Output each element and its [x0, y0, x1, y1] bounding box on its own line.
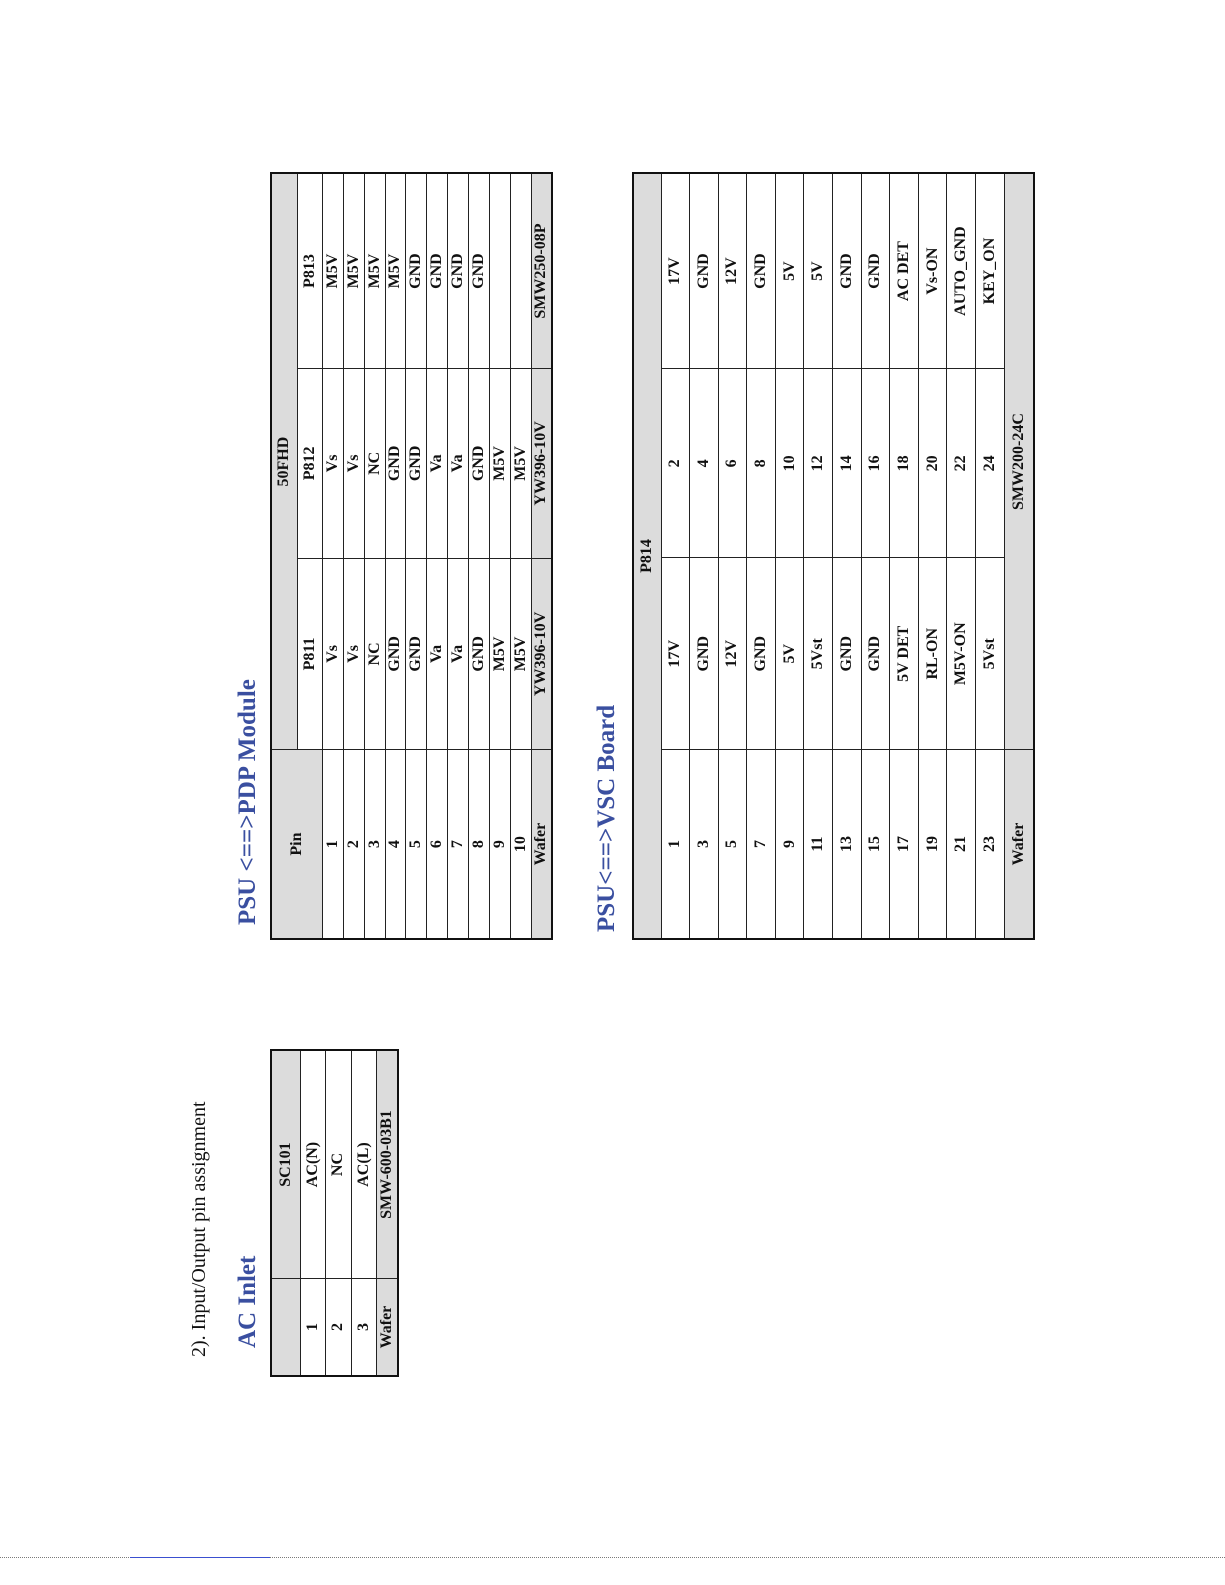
- vsc-cell-a: 13: [833, 750, 862, 939]
- pdp-cell-p813: M5V: [322, 173, 343, 369]
- vsc-cell-a: 1: [661, 750, 690, 939]
- pdp-cell-p813: [489, 173, 510, 369]
- vsc-cell-c: 18: [890, 369, 919, 558]
- pdp-cell-p812: M5V: [510, 369, 531, 559]
- pdp-cell-pin: 5: [405, 750, 426, 939]
- ac-inlet-value: AC(N): [300, 1050, 325, 1279]
- vsc-wafer: SMW200-24C: [1004, 173, 1034, 750]
- vsc-cell-c: 2: [661, 369, 690, 558]
- table-row: [489, 173, 510, 939]
- vsc-cell-b: RL-ON: [918, 558, 947, 750]
- vsc-cell-d: GND: [833, 173, 862, 369]
- vsc-cell-b: 5Vst: [976, 558, 1005, 750]
- pdp-cell-p811: Va: [426, 558, 447, 750]
- vsc-cell-b: 5V DET: [890, 558, 919, 750]
- pdp-cell-p812: M5V: [489, 369, 510, 559]
- pdp-connector-p812: P812: [297, 369, 322, 559]
- ac-inlet-header: SC101: [271, 1050, 300, 1279]
- vsc-cell-d: 5V: [804, 173, 833, 369]
- pdp-cell-pin: 6: [426, 750, 447, 939]
- pdp-cell-p812: GND: [385, 369, 405, 559]
- ac-inlet-pin: 1: [300, 1279, 325, 1376]
- vsc-cell-c: 14: [833, 369, 862, 558]
- pdp-connector-p813: P813: [297, 173, 322, 369]
- vsc-cell-d: GND: [747, 173, 776, 369]
- ac-inlet-pin: 3: [351, 1279, 376, 1376]
- ac-inlet-table: [270, 1049, 399, 1377]
- pdp-cell-p812: Va: [426, 369, 447, 559]
- pdp-cell-p813: M5V: [385, 173, 405, 369]
- table-row: [947, 173, 976, 939]
- table-row: [447, 173, 468, 939]
- pdp-cell-p811: NC: [364, 558, 385, 750]
- pdp-cell-p813: GND: [447, 173, 468, 369]
- pdp-cell-pin: 8: [468, 750, 489, 939]
- vsc-cell-b: 5Vst: [804, 558, 833, 750]
- pdp-wafer-label: Wafer: [531, 750, 552, 939]
- table-row: [976, 173, 1005, 939]
- vsc-cell-c: 24: [976, 369, 1005, 558]
- pdp-cell-p811: GND: [385, 558, 405, 750]
- pdp-cell-p813: M5V: [364, 173, 385, 369]
- vsc-cell-a: 9: [775, 750, 804, 939]
- vsc-cell-b: M5V-ON: [947, 558, 976, 750]
- vsc-table-wrap: [632, 172, 1035, 940]
- vsc-cell-b: GND: [690, 558, 719, 750]
- pdp-cell-p811: GND: [405, 558, 426, 750]
- pdp-cell-pin: 9: [489, 750, 510, 939]
- pdp-module-table: [270, 172, 553, 940]
- table-row: [468, 173, 489, 939]
- vsc-wafer-label: Wafer: [1004, 750, 1034, 939]
- vsc-connector-header: P814: [633, 173, 661, 939]
- vsc-cell-b: GND: [861, 558, 890, 750]
- vsc-cell-d: GND: [690, 173, 719, 369]
- vsc-cell-c: 8: [747, 369, 776, 558]
- vsc-cell-b: 17V: [661, 558, 690, 750]
- pdp-cell-p811: M5V: [489, 558, 510, 750]
- ac-inlet-wafer-label: Wafer: [376, 1279, 398, 1376]
- pdp-cell-pin: 7: [447, 750, 468, 939]
- footer-link-underline: [130, 1557, 270, 1558]
- ac-inlet-corner-cell: [271, 1279, 300, 1376]
- table-row: [364, 173, 385, 939]
- vsc-cell-c: 16: [861, 369, 890, 558]
- vsc-cell-c: 10: [775, 369, 804, 558]
- pdp-cell-pin: 3: [364, 750, 385, 939]
- table-row: [385, 173, 405, 939]
- vsc-cell-d: 5V: [775, 173, 804, 369]
- pdp-cell-p813: GND: [405, 173, 426, 369]
- pdp-cell-p812: NC: [364, 369, 385, 559]
- vsc-cell-c: 6: [718, 369, 747, 558]
- table-row: [322, 173, 343, 939]
- pdp-cell-p813: GND: [468, 173, 489, 369]
- ac-inlet-title: AC Inlet: [234, 1255, 261, 1348]
- vsc-cell-a: 23: [976, 750, 1005, 939]
- table-row: [775, 173, 804, 939]
- pdp-cell-p812: GND: [405, 369, 426, 559]
- vsc-cell-b: GND: [747, 558, 776, 750]
- table-row: [804, 173, 833, 939]
- vsc-cell-d: 12V: [718, 173, 747, 369]
- pdp-cell-p812: Va: [447, 369, 468, 559]
- table-row: [890, 173, 919, 939]
- pdp-cell-p811: Vs: [322, 558, 343, 750]
- table-row: [718, 173, 747, 939]
- table-row: [747, 173, 776, 939]
- ac-inlet-value: AC(L): [351, 1050, 376, 1279]
- table-row: [918, 173, 947, 939]
- table-row: [426, 173, 447, 939]
- pdp-wafer-p813: SMW250-08P: [531, 173, 552, 369]
- vsc-cell-b: 12V: [718, 558, 747, 750]
- vsc-cell-d: Vs-ON: [918, 173, 947, 369]
- pdp-wafer-p811: YW396-10V: [531, 558, 552, 750]
- table-row: [833, 173, 862, 939]
- vsc-cell-d: AC DET: [890, 173, 919, 369]
- pdp-cell-p812: GND: [468, 369, 489, 559]
- table-row: [861, 173, 890, 939]
- vsc-cell-a: 5: [718, 750, 747, 939]
- vsc-cell-a: 15: [861, 750, 890, 939]
- pdp-cell-p811: Vs: [343, 558, 364, 750]
- pdp-cell-pin: 10: [510, 750, 531, 939]
- ac-inlet-pin: 2: [325, 1279, 351, 1376]
- pdp-wafer-p812: YW396-10V: [531, 369, 552, 559]
- pdp-cell-pin: 2: [343, 750, 364, 939]
- vsc-board-title: PSU<==>VSC Board: [593, 704, 620, 932]
- table-row: [661, 173, 690, 939]
- vsc-cell-b: GND: [833, 558, 862, 750]
- pdp-cell-p812: Vs: [322, 369, 343, 559]
- vsc-cell-b: 5V: [775, 558, 804, 750]
- pdp-connector-p811: P811: [297, 558, 322, 750]
- pdp-cell-p811: M5V: [510, 558, 531, 750]
- section-caption: 2). Input/Output pin assignment: [188, 1101, 210, 1357]
- vsc-cell-c: 20: [918, 369, 947, 558]
- pdp-cell-pin: 1: [322, 750, 343, 939]
- pdp-cell-p811: Va: [447, 558, 468, 750]
- vsc-cell-a: 7: [747, 750, 776, 939]
- vsc-cell-a: 17: [890, 750, 919, 939]
- pdp-cell-p812: Vs: [343, 369, 364, 559]
- ac-inlet-table-wrap: [270, 1049, 399, 1377]
- pdp-module-title: PSU <==>PDP Module: [234, 679, 261, 925]
- vsc-board-table: [632, 172, 1035, 940]
- vsc-cell-a: 19: [918, 750, 947, 939]
- vsc-cell-d: KEY_ON: [976, 173, 1005, 369]
- vsc-cell-d: 17V: [661, 173, 690, 369]
- vsc-cell-c: 12: [804, 369, 833, 558]
- pdp-cell-p813: M5V: [343, 173, 364, 369]
- pdp-cell-pin: 4: [385, 750, 405, 939]
- table-row: [510, 173, 531, 939]
- vsc-cell-d: GND: [861, 173, 890, 369]
- pdp-model-header: 50FHD: [271, 173, 297, 750]
- pdp-table-wrap: [270, 172, 553, 940]
- ac-inlet-value: NC: [325, 1050, 351, 1279]
- table-row: [343, 173, 364, 939]
- table-row: [690, 173, 719, 939]
- vsc-cell-d: AUTO_GND: [947, 173, 976, 369]
- vsc-cell-a: 3: [690, 750, 719, 939]
- vsc-cell-a: 11: [804, 750, 833, 939]
- ac-inlet-wafer: SMW-600-03B1: [376, 1050, 398, 1279]
- vsc-cell-a: 21: [947, 750, 976, 939]
- vsc-cell-c: 4: [690, 369, 719, 558]
- pdp-cell-p813: [510, 173, 531, 369]
- pdp-cell-p811: GND: [468, 558, 489, 750]
- vsc-cell-c: 22: [947, 369, 976, 558]
- pdp-cell-p813: GND: [426, 173, 447, 369]
- table-row: [405, 173, 426, 939]
- pdp-pin-header: Pin: [271, 750, 322, 939]
